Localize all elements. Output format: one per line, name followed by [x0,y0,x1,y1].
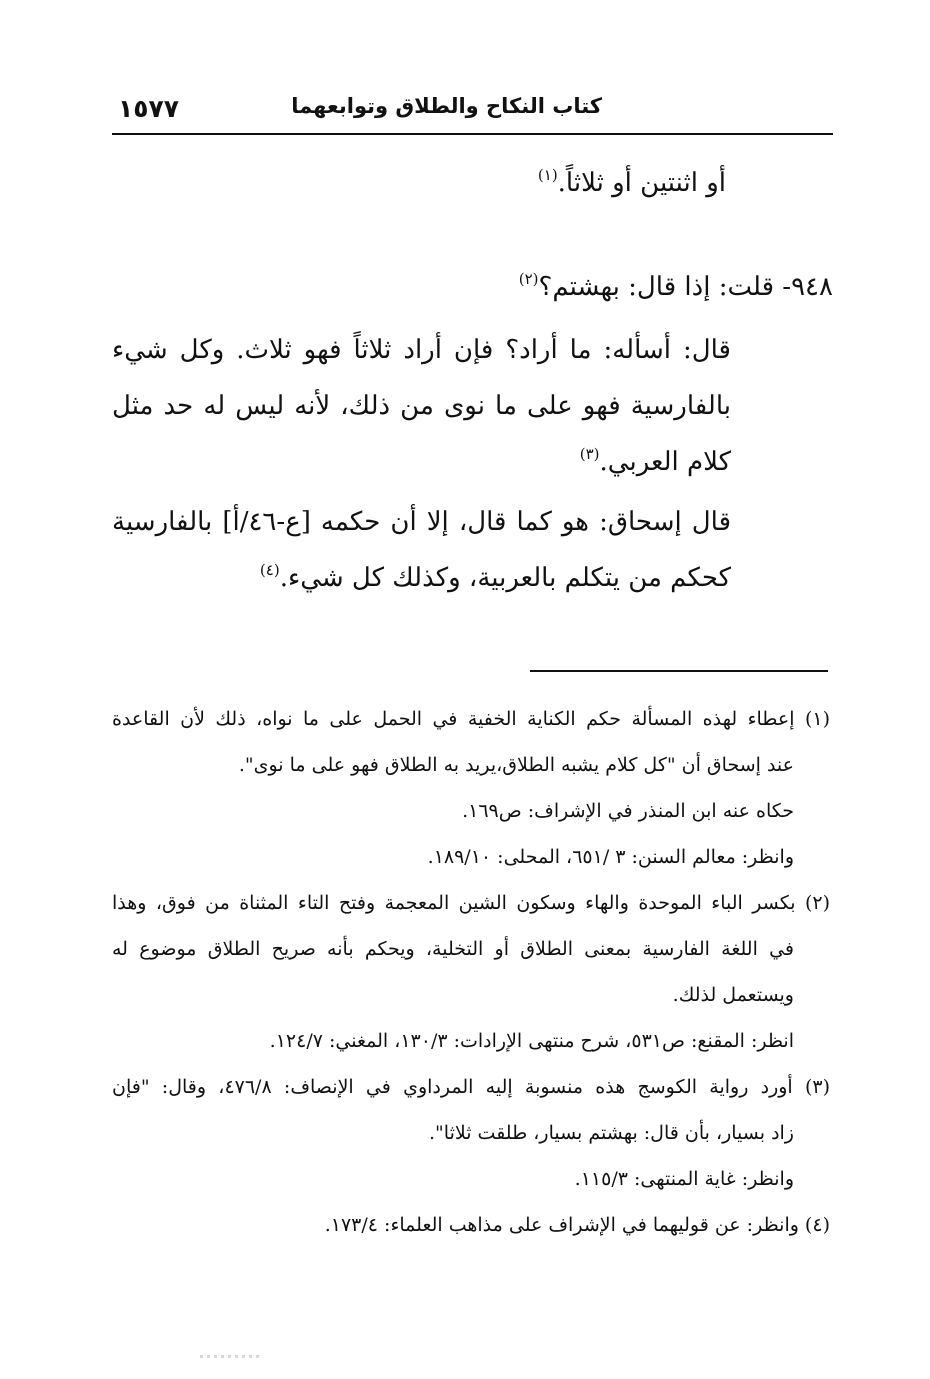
opening-line-text: أو اثنتين أو ثلاثاً. [557,168,726,198]
footnote-1-line-2: عند إسحاق أن "كل كلام يشبه الطلاق،يريد به الطلاق فهو على ما نوى". [238,754,794,776]
footnote-3-line-3: وانظر: غاية المنتهى: ١١٥/٣. [574,1168,794,1190]
footnote-4-line-1: (٤) وانظر: عن قوليهما في الإشراف على مذاهب العلماء: ١٧٣/٤. [324,1214,830,1236]
page-number: ١٥٧٧ [118,94,180,123]
scan-speck [200,1355,260,1358]
footnote-1-line-4: وانظر: معالم السنن: ٣ /٦٥١، المحلى: ١٨٩/١٠. [427,846,794,868]
footnote-ref-2: (٢) [518,270,539,288]
answer1-line-3-text: كلام العربي. [599,447,731,477]
footnotes [112,696,830,1248]
footnote-2-line-2: في اللغة الفارسية بمعنى الطلاق أو التخلية، ويحكم بأنه صريح الطلاق موضوع له [112,938,794,960]
footnote-ref-3: (٣) [579,445,600,463]
opening-line [538,168,726,198]
answer2-line-1: قال إسحاق: هو كما قال، إلا أن حكمه [ع-٤٦/أ] بالفارسية [112,507,732,537]
footnote-separator [530,670,828,672]
answer1-line-1: قال: أسأله: ما أراد؟ فإن أراد ثلاثاً فهو ثلاث. وكل شيء [112,335,731,365]
question-line [519,272,833,302]
footnote-2-line-1: (٢) بكسر الباء الموحدة والهاء وسكون الشين المعجمة وفتح التاء المثناة من فوق، وهذا [112,892,830,914]
answer1-line-2: بالفارسية فهو على ما نوى من ذلك، لأنه ليس له حد مثل [112,391,731,421]
footnote-2-line-4: انظر: المقنع: ص٥٣١، شرح منتهى الإرادات: ١٣٠/٣، المغني: ١٢٤/٧. [269,1030,794,1052]
answer-paragraph-1 [112,322,731,490]
answer1-line-3 [112,434,731,490]
footnote-3-line-1: (٣) أورد رواية الكوسج هذه منسوبة إليه المرداوي في الإنصاف: ٤٧٦/٨، وقال: "فإن [112,1076,830,1098]
footnote-ref-4: (٤) [259,561,280,579]
running-title: كتاب النكاح والطلاق وتوابعهما [291,94,602,118]
footnote-3-line-2: زاد بسيار، بأن قال: بهشتم بسيار، طلقت ثلاثا". [429,1122,794,1144]
answer2-line-2 [112,550,731,606]
answer-paragraph-2 [112,494,731,606]
header-rule [112,133,833,135]
footnote-2-line-3: ويستعمل لذلك. [672,984,794,1006]
footnote-1-line-1: (١) إعطاء لهذه المسألة حكم الكناية الخفية في الحمل على ما نواه، ذلك لأن القاعدة [112,708,830,730]
answer2-line-2-text: كحكم من يتكلم بالعربية، وكذلك كل شيء. [279,563,731,593]
question-text: ٩٤٨- قلت: إذا قال: بهشتم؟ [538,272,833,302]
footnote-ref-1: (١) [537,166,558,184]
page-header [112,92,832,132]
footnote-1-line-3: حكاه عنه ابن المنذر في الإشراف: ص١٦٩. [462,800,794,822]
